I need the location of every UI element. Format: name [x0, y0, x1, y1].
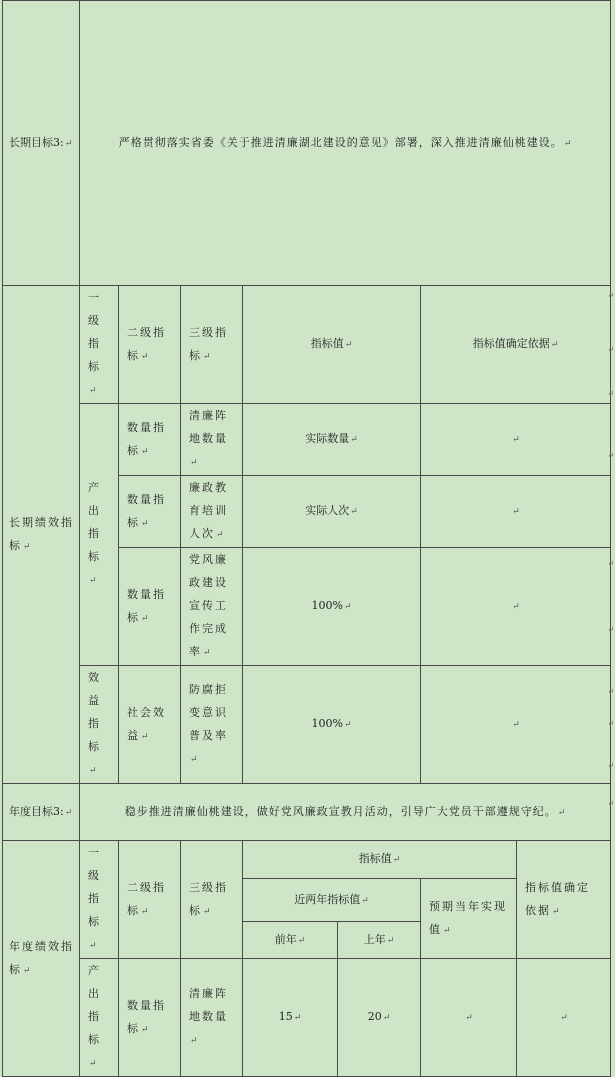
- row-end-mark: ↵: [607, 559, 614, 568]
- row-end-mark: ↵: [607, 799, 614, 808]
- row-level3: 防腐拒变意识普及率↵: [181, 666, 243, 784]
- long-goal-text: 严格贯彻落实省委《关于推进清廉湖北建设的意见》部署，深入推进清廉仙桃建设。↵: [80, 1, 611, 286]
- annual-goal-row: [3, 784, 611, 841]
- annual-header-level1: 一级指标↵: [80, 841, 119, 959]
- annual-header-value: 指标值↵: [243, 841, 517, 879]
- row-end-mark: ↵: [607, 687, 614, 696]
- header-basis: 指标值确定依据↵: [421, 286, 611, 404]
- row-end-mark: ↵: [607, 291, 614, 300]
- row-end-mark: ↵: [607, 719, 614, 728]
- long-perf-row: [3, 404, 611, 476]
- row-level2: 数量指标↵: [119, 404, 181, 476]
- annual-header-level2: 二级指标↵: [119, 841, 181, 959]
- benefit-indicator-label: 效益指标↵: [80, 666, 119, 784]
- long-goal-row: [3, 1, 611, 286]
- row-basis: ↵: [421, 476, 611, 548]
- annual-goal-label: 年度目标3:↵: [3, 784, 80, 841]
- row-level3: 廉政教育培训人次↵: [181, 476, 243, 548]
- row-level3: 党风廉政建设宣传工作完成率↵: [181, 548, 243, 666]
- annual-perf-header-row-1: [3, 841, 611, 879]
- row-end-mark: ↵: [607, 451, 614, 460]
- row-level2: 社会效益↵: [119, 666, 181, 784]
- row-value: 100%↵: [243, 666, 421, 784]
- row-end-mark: ↵: [607, 389, 614, 398]
- row-end-marks: [609, 0, 614, 865]
- long-perf-header-row: [3, 286, 611, 404]
- annual-goal-text: 稳步推进清廉仙桃建设，做好党风廉政宣教月活动，引导广大党员干部遵规守纪。↵: [80, 784, 611, 841]
- header-level2: 二级指标↵: [119, 286, 181, 404]
- long-perf-row: [3, 666, 611, 784]
- row-level2: 数量指标↵: [119, 548, 181, 666]
- annual-row-level1: 产出指标↵: [80, 959, 119, 1077]
- annual-header-level3: 三级指标↵: [181, 841, 243, 959]
- annual-header-last: 上年↵: [338, 922, 421, 959]
- row-end-mark: ↵: [607, 625, 614, 634]
- row-end-mark: ↵: [607, 345, 614, 354]
- row-basis: ↵: [421, 404, 611, 476]
- annual-row-last: 20↵: [338, 959, 421, 1077]
- annual-row-expected: ↵: [421, 959, 517, 1077]
- annual-header-basis: 指标值确定依据↵: [517, 841, 611, 959]
- annual-header-prev: 前年↵: [243, 922, 338, 959]
- row-basis: ↵: [421, 548, 611, 666]
- row-value: 实际数量↵: [243, 404, 421, 476]
- long-perf-label: 长期绩效指标↵: [3, 286, 80, 784]
- row-basis: ↵: [421, 666, 611, 784]
- annual-row-basis: ↵: [517, 959, 611, 1077]
- annual-row-prev: 15↵: [243, 959, 338, 1077]
- header-level1: 一级指标↵: [80, 286, 119, 404]
- annual-row-level3: 清廉阵地数量↵: [181, 959, 243, 1077]
- row-value: 实际人次↵: [243, 476, 421, 548]
- annual-header-expected: 预期当年实现值↵: [421, 879, 517, 959]
- row-value: 100%↵: [243, 548, 421, 666]
- output-indicator-label: 产出指标↵: [80, 404, 119, 666]
- row-end-mark: ↵: [607, 761, 614, 770]
- row-level3: 清廉阵地数量↵: [181, 404, 243, 476]
- annual-perf-label: 年度绩效指标↵: [3, 841, 80, 1077]
- goals-table: [2, 0, 611, 1077]
- header-level3: 三级指标↵: [181, 286, 243, 404]
- header-value: 指标值↵: [243, 286, 421, 404]
- long-goal-label: 长期目标3:↵: [3, 1, 80, 286]
- annual-row-level2: 数量指标↵: [119, 959, 181, 1077]
- annual-header-recent: 近两年指标值↵: [243, 879, 421, 922]
- row-level2: 数量指标↵: [119, 476, 181, 548]
- annual-perf-row: [3, 959, 611, 1077]
